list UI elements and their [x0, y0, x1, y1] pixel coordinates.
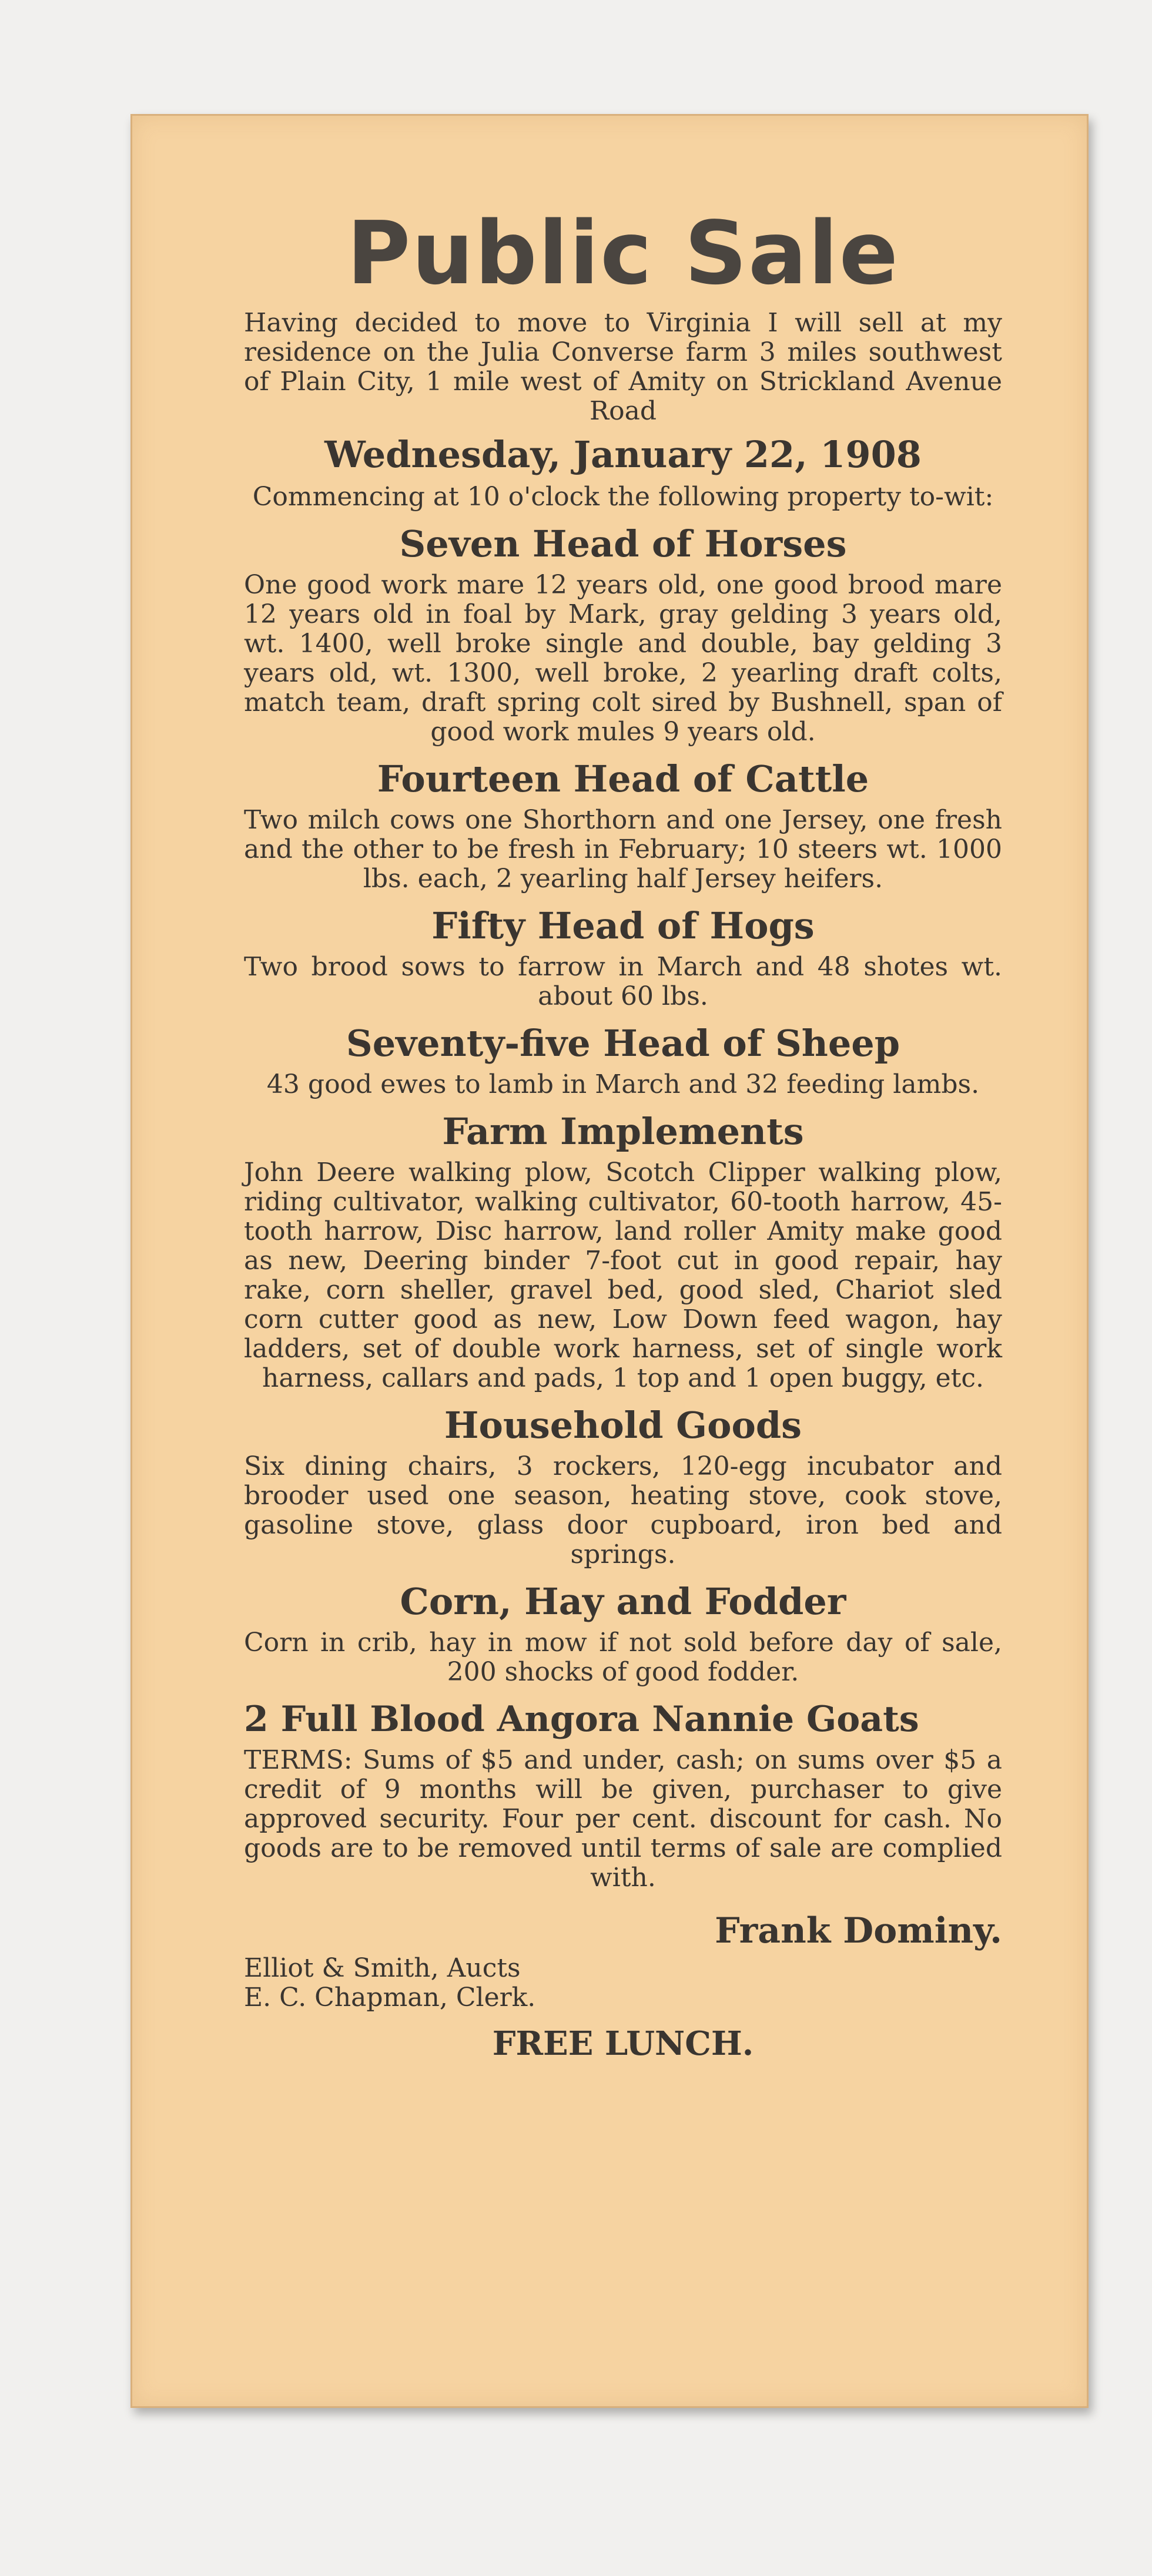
- sale-bill-content: [244, 203, 1002, 2064]
- goats-heading: 2 Full Blood Angora Nannie Goats: [244, 1699, 919, 1740]
- auctioneers-line: Elliot & Smith, Aucts: [244, 1953, 521, 1983]
- free-lunch-notice: FREE LUNCH.: [492, 2024, 754, 2063]
- section-heading-corn-hay: Corn, Hay and Fodder: [400, 1580, 846, 1623]
- page-title: Public Sale: [346, 203, 900, 304]
- section-text-horses: One good work mare 12 years old, one good brood mare 12 years old in foal by Mark, gray gelding 3 years old, wt. 1400, well broke single and double, bay gelding 3 years old, wt. 1300, well broke, 2 yearling draft colts, match team, draft spring colt sired by Bushnell, span of good work mules 9 years old.: [244, 570, 1002, 747]
- sale-bill-card: [130, 114, 1089, 2408]
- signer-name: Frank Dominy.: [715, 1910, 1002, 1951]
- section-heading-horses: Seven Head of Horses: [399, 522, 847, 565]
- section-text-sheep: 43 good ewes to lamb in March and 32 feeding lambs.: [266, 1069, 980, 1099]
- section-heading-household: Household Goods: [444, 1404, 802, 1447]
- section-text-household: Six dining chairs, 3 rockers, 120-egg incubator and brooder used one season, heating stove, cook stove, gasoline stove, glass door cupboard, iron bed and springs.: [244, 1451, 1002, 1569]
- terms-text: TERMS: Sums of $5 and under, cash; on sums over $5 a credit of 9 months will be given, purchaser to give approved security. Four per cent. discount for cash. No goods are to be removed until terms of sale are complied with.: [244, 1745, 1002, 1893]
- section-heading-hogs: Fifty Head of Hogs: [431, 904, 815, 947]
- section-heading-cattle: Fourteen Head of Cattle: [377, 757, 869, 800]
- section-text-corn-hay: Corn in crib, hay in mow if not sold before day of sale, 200 shocks of good fodder.: [244, 1628, 1002, 1687]
- section-text-hogs: Two brood sows to farrow in March and 48 shotes wt. about 60 lbs.: [244, 952, 1002, 1011]
- section-text-implements: John Deere walking plow, Scotch Clipper walking plow, riding cultivator, walking cultivator, 60-tooth harrow, 45-tooth harrow, Disc harrow, land roller Amity make good as new, Deering binder 7-foot cut in good repair, hay rake, corn sheller, gravel bed, good sled, Chariot sled corn cutter good as new, Low Down feed wagon, hay ladders, set of double work harness, set of single work harness, callars and pads, 1 top and 1 open buggy, etc.: [244, 1158, 1002, 1393]
- section-heading-sheep: Seventy-five Head of Sheep: [346, 1022, 900, 1065]
- sale-date: Wednesday, January 22, 1908: [324, 433, 922, 476]
- commencing-text: Commencing at 10 o'clock the following property to-wit:: [252, 482, 994, 512]
- section-text-cattle: Two milch cows one Shorthorn and one Jersey, one fresh and the other to be fresh in February; 10 steers wt. 1000 lbs. each, 2 yearling half Jersey heifers.: [244, 805, 1002, 894]
- section-heading-implements: Farm Implements: [442, 1110, 804, 1153]
- intro-text: Having decided to move to Virginia I will sell at my residence on the Julia Converse farm 3 miles southwest of Plain City, 1 mile west of Amity on Strickland Avenue Road: [244, 308, 1002, 426]
- clerk-line: E. C. Chapman, Clerk.: [244, 1983, 536, 2012]
